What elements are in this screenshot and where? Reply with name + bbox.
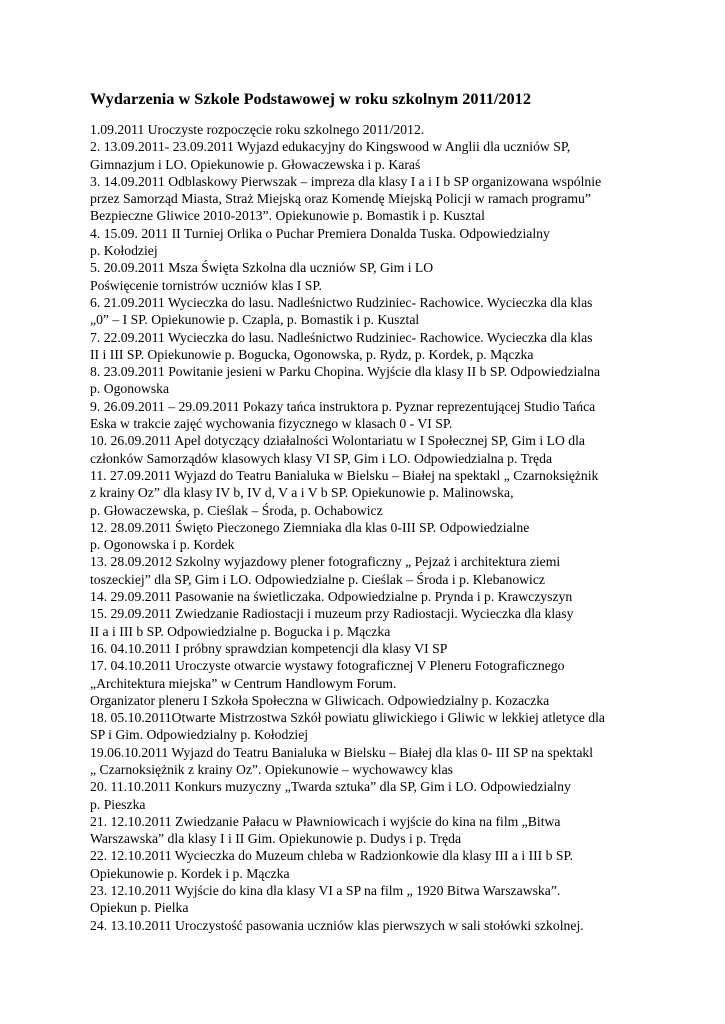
document-line: Poświęcenie tornistrów uczniów klas I SP. (90, 277, 322, 293)
document-line: 2. 13.09.2011- 23.09.2011 Wyjazd edukacyjny do Kingswood w Anglii dla uczniów SP, (90, 139, 571, 155)
document-line: 15. 29.09.2011 Zwiedzanie Radiostacji i muzeum przy Radiostacji. Wycieczka dla klasy (90, 606, 574, 622)
document-line: 21. 12.10.2011 Zwiedzanie Pałacu w Pławniowicach i wyjście do kina na film „Bitwa (90, 813, 561, 829)
document-line: p. Pieszka (90, 796, 146, 812)
document-line: przez Samorząd Miasta, Straż Miejską oraz Komendę Miejską Policji w ramach programu” (90, 191, 591, 207)
document-line: Opiekun p. Pielka (90, 900, 189, 916)
document-line: 16. 04.10.2011 I próbny sprawdzian kompetencji dla klasy VI SP (90, 640, 448, 656)
document-line: 13. 28.09.2012 Szkolny wyjazdowy plener fotograficzny „ Pejzaż i architektura ziemi (90, 554, 561, 570)
document-line: Warszawska” dla klasy I i II Gim. Opiekunowie p. Dudys i p. Tręda (90, 831, 462, 847)
document-line: 5. 20.09.2011 Msza Święta Szkolna dla uczniów SP, Gim i LO (90, 260, 434, 276)
document-line: 3. 14.09.2011 Odblaskowy Pierwszak – impreza dla klasy I a i I b SP organizowana wspólnie (90, 173, 602, 189)
document-body (90, 121, 650, 934)
document-line: p. Ogonowska (90, 381, 170, 397)
document-line: 20. 11.10.2011 Konkurs muzyczny „Twarda sztuka” dla SP, Gim i LO. Odpowiedzialny (90, 779, 571, 795)
document-line: toszeckiej” dla SP, Gim i LO. Odpowiedzialne p. Cieślak – Środa i p. Klebanowicz (90, 571, 546, 587)
document-line: Organizator pleneru I Szkoła Społeczna w Gliwicach. Odpowiedzialny p. Kozaczka (90, 692, 550, 708)
document-line: Opiekunowie p. Kordek i p. Mączka (90, 865, 290, 881)
document-line: Eska w trakcie zajęć wychowania fizycznego w klasach 0 - VI SP. (90, 416, 453, 432)
document-line: 18. 05.10.2011Otwarte Mistrzostwa Szkół powiatu gliwickiego i Gliwic w lekkiej atletyce dla (90, 710, 605, 726)
document-line: 12. 28.09.2011 Święto Pieczonego Ziemniaka dla klas 0-III SP. Odpowiedzialne (90, 519, 530, 535)
document-line: 23. 12.10.2011 Wyjście do kina dla klasy VI a SP na film „ 1920 Bitwa Warszawska”. (90, 883, 561, 899)
document-line: 24. 13.10.2011 Uroczystość pasowania uczniów klas pierwszych w sali stołówki szkolnej. (90, 917, 584, 933)
document-line: 9. 26.09.2011 – 29.09.2011 Pokazy tańca instruktora p. Pyznar reprezentującej Studio Tańca (90, 398, 596, 414)
document-line: 17. 04.10.2011 Uroczyste otwarcie wystawy fotograficznej V Pleneru Fotograficznego (90, 658, 565, 674)
document-title: Wydarzenia w Szkole Podstawowej w roku szkolnym 2011/2012 (90, 89, 531, 108)
document-line: Bezpieczne Gliwice 2010-2013”. Opiekunowie p. Bomastik i p. Kusztal (90, 208, 485, 224)
document-line: z krainy Oz” dla klasy IV b, IV d, V a i V b SP. Opiekunowie p. Malinowska, (90, 485, 514, 501)
document-line: p. Ogonowska i p. Kordek (90, 537, 235, 553)
document-line: p. Głowaczewska, p. Cieślak – Środa, p. Ochabowicz (90, 502, 383, 518)
document-line: 10. 26.09.2011 Apel dotyczący działalności Wolontariatu w I Społecznej SP, Gim i LO dla (90, 433, 585, 449)
document-line: Gimnazjum i LO. Opiekunowie p. Głowaczewska i p. Karaś (90, 156, 421, 172)
document-line: 14. 29.09.2011 Pasowanie na świetliczaka. Odpowiedzialne p. Prynda i p. Krawczyszyn (90, 589, 573, 605)
document-line: 22. 12.10.2011 Wycieczka do Muzeum chleba w Radzionkowie dla klasy III a i III b SP. (90, 848, 574, 864)
document-line: 1.09.2011 Uroczyste rozpoczęcie roku szkolnego 2011/2012. (90, 122, 425, 137)
document-line: 8. 23.09.2011 Powitanie jesieni w Parku Chopina. Wyjście dla klasy II b SP. Odpowiedzialna (90, 364, 601, 380)
document-line: „Architektura miejska” w Centrum Handlowym Forum. (90, 675, 397, 691)
document-line: II i III SP. Opiekunowie p. Bogucka, Ogonowska, p. Rydz, p. Kordek, p. Mączka (90, 346, 534, 362)
document-line: 4. 15.09. 2011 II Turniej Orlika o Puchar Premiera Donalda Tuska. Odpowiedzialny (90, 225, 550, 241)
document-line: 7. 22.09.2011 Wycieczka do lasu. Nadleśnictwo Rudziniec- Rachowice. Wycieczka dla klas (90, 329, 593, 345)
document-line: SP i Gim. Odpowiedzialny p. Kołodziej (90, 727, 309, 743)
document-line: „0” – I SP. Opiekunowie p. Czapla, p. Bomastik i p. Kusztal (90, 312, 420, 328)
document-line: 6. 21.09.2011 Wycieczka do lasu. Nadleśnictwo Rudziniec- Rachowice. Wycieczka dla klas (90, 294, 593, 310)
document-line: członków Samorządów klasowych klasy VI SP, Gim i LO. Odpowiedzialna p. Tręda (90, 450, 553, 466)
document-line: II a i III b SP. Odpowiedzialne p. Bogucka i p. Mączka (90, 623, 391, 639)
document-line: 19.06.10.2011 Wyjazd do Teatru Banialuka w Bielsku – Białej dla klas 0- III SP na spektakl (90, 744, 594, 760)
document-line: 11. 27.09.2011 Wyjazd do Teatru Banialuka w Bielsku – Białej na spektakl „ Czarnoksiężnik (90, 467, 599, 483)
document-line: „ Czarnoksiężnik z krainy Oz”. Opiekunowie – wychowawcy klas (90, 761, 453, 777)
document-line: p. Kołodziej (90, 243, 158, 259)
